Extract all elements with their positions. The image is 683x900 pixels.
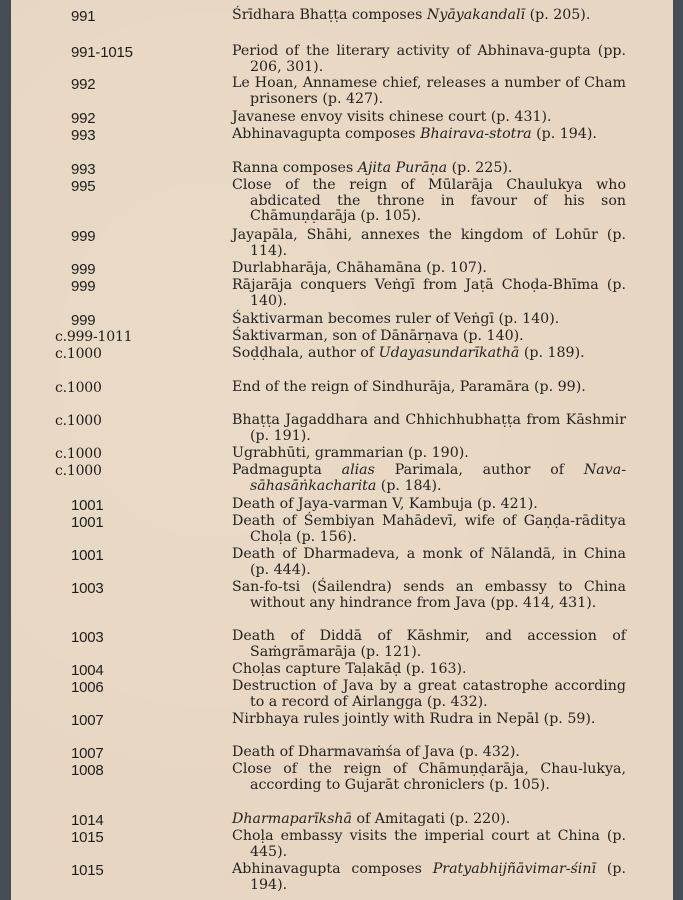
entry-date: 993 bbox=[71, 127, 96, 144]
entry-date: c.999-1011 bbox=[55, 329, 133, 345]
entry-text-part: of Amitagati (p. 220). bbox=[352, 811, 511, 827]
entry-text-part: Śaktivarman, son of Dānārṇava (p. 140). bbox=[232, 328, 524, 344]
entry-text bbox=[232, 329, 626, 345]
entry-text-part: Parimala, author of bbox=[374, 462, 584, 478]
entry-title-italic: alias bbox=[341, 462, 375, 478]
entry-date: 999 bbox=[71, 261, 96, 278]
entry-text-part: (p. 225). bbox=[447, 160, 513, 176]
entry-date: 991 bbox=[71, 8, 96, 25]
book-page bbox=[11, 0, 673, 900]
entry-text-part: Śrīdhara Bhaṭṭa composes bbox=[232, 7, 427, 23]
entry-text bbox=[232, 580, 626, 611]
entry-date: 1006 bbox=[71, 679, 104, 696]
entry-text bbox=[232, 261, 626, 277]
entry-text bbox=[232, 44, 626, 75]
entry-text-part: Death of Dharmavaṁśa of Java (p. 432). bbox=[232, 744, 520, 760]
entry-text-part: Close of the reign of Chāmuṇḍarāja, Chau-lukya, according to Gujarāt chroniclers (p. 105). bbox=[232, 761, 626, 793]
entry-text-part: Ranna composes bbox=[232, 160, 358, 176]
entry-date: 992 bbox=[71, 110, 96, 127]
entry-text-part: Le Hoan, Annamese chief, releases a number of Cham prisoners (p. 427). bbox=[232, 75, 626, 107]
entry-date: 1003 bbox=[71, 629, 104, 646]
entry-text-part: Jayapāla, Shāhi, annexes the kingdom of Lohūr (p. 114). bbox=[232, 227, 626, 259]
entry-text-part: Soḍḍhala, author of bbox=[232, 345, 379, 361]
entry-date: 1001 bbox=[71, 497, 104, 514]
entry-date: 999 bbox=[71, 278, 96, 295]
entry-text bbox=[232, 76, 626, 107]
entry-text bbox=[232, 380, 626, 396]
entry-text bbox=[232, 161, 626, 177]
entry-title-italic: Bhairava-stotra bbox=[420, 126, 532, 142]
entry-text-part: Abhinavagupta composes bbox=[232, 861, 433, 877]
entry-text-part: Śaktivarman becomes ruler of Veṅgī (p. 140). bbox=[232, 311, 560, 327]
entry-date: c.1000 bbox=[55, 346, 102, 362]
entry-text-part: Rājarāja conquers Veṅgī from Jaṭā Choḍa-Bhīma (p. 140). bbox=[232, 277, 626, 309]
entry-text bbox=[232, 178, 626, 225]
entry-date: 992 bbox=[71, 76, 96, 93]
entry-text-part: (p. 194). bbox=[531, 126, 597, 142]
entry-text bbox=[232, 463, 626, 494]
entry-text-part: Close of the reign of Mūlarāja Chaulukya who abdicated the throne in favour of his son Chāmuṇḍarāja (p. 105). bbox=[232, 177, 626, 224]
entry-date: 1014 bbox=[71, 812, 104, 829]
entry-text-part: Destruction of Java by a great catastrophe according to a record of Airlangga (p. 432). bbox=[232, 678, 626, 710]
entry-text bbox=[232, 862, 626, 893]
entry-text bbox=[232, 497, 626, 513]
entry-text-part: (p. 205). bbox=[525, 7, 591, 23]
entry-text bbox=[232, 127, 626, 143]
entry-text bbox=[232, 712, 626, 728]
entry-text bbox=[232, 547, 626, 578]
entry-text bbox=[232, 629, 626, 660]
entry-text bbox=[232, 745, 626, 761]
entry-text-part: San-fo-tsi (Śailendra) sends an embassy to China without any hindrance from Java (pp. 414, 431). bbox=[232, 579, 626, 611]
entry-text-part: Choḷas capture Taḷakāḍ (p. 163). bbox=[232, 661, 467, 677]
entry-text-part: Death of Diddā of Kāshmir, and accession of Saṁgrāmarāja (p. 121). bbox=[232, 628, 626, 660]
entry-text bbox=[232, 312, 626, 328]
entry-title-italic: Udayasundarīkathā bbox=[378, 345, 520, 361]
entry-date: 999 bbox=[71, 312, 96, 329]
entry-date: 1015 bbox=[71, 829, 104, 846]
entry-date: 993 bbox=[71, 161, 96, 178]
entry-date: c.1000 bbox=[55, 463, 102, 479]
entry-date: 1015 bbox=[71, 862, 104, 879]
entry-text-part: (p. 194). bbox=[250, 861, 626, 893]
entry-text bbox=[232, 278, 626, 309]
entry-title-italic: Ajita Purāṇa bbox=[357, 160, 448, 176]
entry-date: 1001 bbox=[71, 547, 104, 564]
entry-date: 999 bbox=[71, 228, 96, 245]
entry-text-part: (p. 189). bbox=[519, 345, 585, 361]
entry-text-part: Death of Jaya-varman V, Kambuja (p. 421). bbox=[232, 496, 538, 512]
entry-date: 1008 bbox=[71, 762, 104, 779]
entry-text bbox=[232, 8, 626, 24]
entry-text-part: (p. 184). bbox=[376, 477, 442, 494]
entry-text-part: End of the reign of Sindhurāja, Paramāra (p. 99). bbox=[232, 379, 586, 395]
entry-date: c.1000 bbox=[55, 380, 102, 396]
entry-text bbox=[232, 413, 626, 444]
entry-text bbox=[232, 514, 626, 545]
entry-date: 1007 bbox=[71, 712, 104, 729]
entry-title-italic: Dharmaparīkshā bbox=[232, 811, 352, 827]
entry-date: 1004 bbox=[71, 662, 104, 679]
entry-text bbox=[232, 346, 626, 362]
entry-date: 1003 bbox=[71, 580, 104, 597]
entry-text-part: Nirbhaya rules jointly with Rudra in Nepāl (p. 59). bbox=[232, 711, 596, 727]
entry-text-part: Javanese envoy visits chinese court (p. 431). bbox=[232, 109, 552, 125]
entry-title-italic: Pratyabhijñāvimar-śinī bbox=[432, 861, 597, 877]
entry-text bbox=[232, 762, 626, 793]
entry-text-part: Ugrabhūti, grammarian (p. 190). bbox=[232, 445, 469, 461]
entry-text bbox=[232, 662, 626, 678]
entry-text-part: Durlabharāja, Chāhamāna (p. 107). bbox=[232, 260, 487, 276]
entry-date: c.1000 bbox=[55, 413, 102, 429]
entry-text bbox=[232, 679, 626, 710]
entry-text-part: Choḷa embassy visits the imperial court at China (p. 445). bbox=[232, 828, 626, 860]
entry-text bbox=[232, 812, 626, 828]
entry-text-part: Death of Śembiyan Mahādevī, wife of Gaṇḍa-rāditya Choḷa (p. 156). bbox=[232, 513, 626, 545]
entry-title-italic: Nyāyakandalī bbox=[426, 7, 526, 23]
entry-text bbox=[232, 829, 626, 860]
entry-text-part: Period of the literary activity of Abhinava-gupta (pp. 206, 301). bbox=[232, 43, 626, 75]
entry-date: 1007 bbox=[71, 745, 104, 762]
entry-date: 991-1015 bbox=[71, 44, 133, 61]
entry-text-part: Padmagupta bbox=[232, 462, 342, 478]
entry-text bbox=[232, 446, 626, 462]
entry-text bbox=[232, 110, 626, 126]
entry-title-italic: Nava-sāhasāṅkacharita bbox=[250, 462, 626, 494]
entry-text bbox=[232, 228, 626, 259]
entry-text-part: Abhinavagupta composes bbox=[232, 126, 421, 142]
entry-date: 1001 bbox=[71, 514, 104, 531]
entry-text-part: Bhaṭṭa Jagaddhara and Chhichhubhaṭṭa from Kāshmir (p. 191). bbox=[232, 412, 626, 444]
entry-date: c.1000 bbox=[55, 446, 102, 462]
entry-date: 995 bbox=[71, 178, 96, 195]
entry-text-part: Death of Dharmadeva, a monk of Nālandā, in China (p. 444). bbox=[232, 546, 626, 578]
